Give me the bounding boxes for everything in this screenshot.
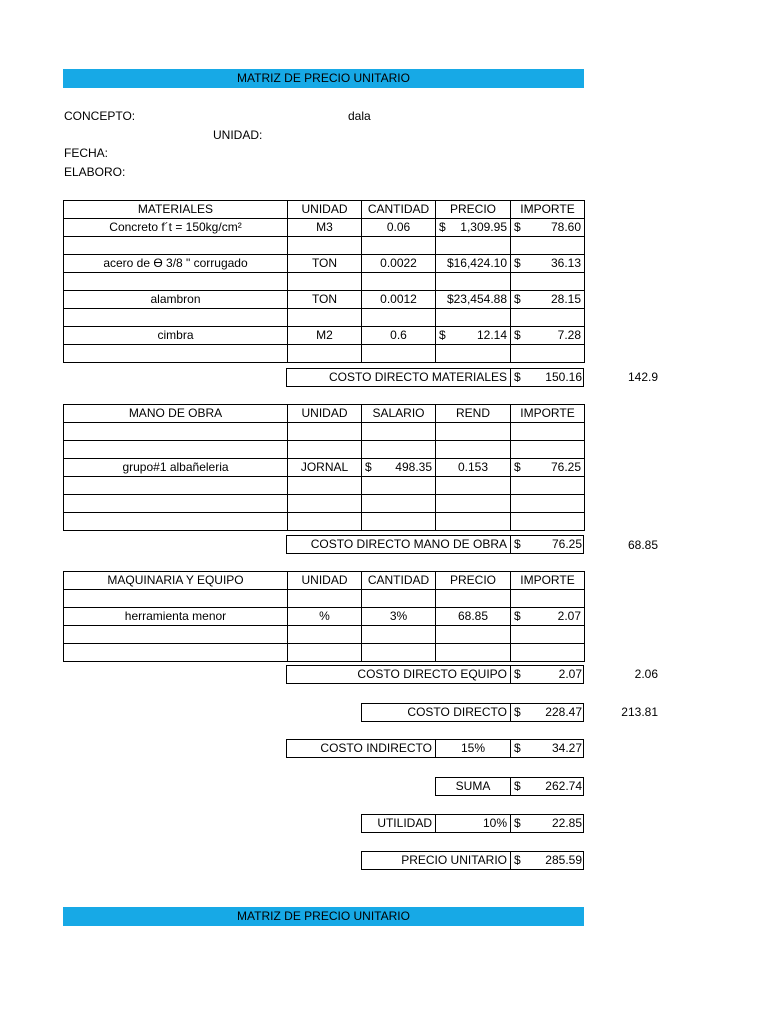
material-unidad: M3 [288,219,362,237]
amount: 2.07 [558,667,582,681]
col-header: MATERIALES [64,201,288,219]
maquinaria-col4: 68.85 [436,608,511,626]
table-row [64,513,585,531]
material-precio [436,255,511,273]
col-header: MANO DE OBRA [64,405,288,423]
materiales-total-label: COSTO DIRECTO MATERIALES [287,369,511,386]
amount: $23,454.88 [446,292,507,306]
mano-obra-col3 [362,441,436,459]
col-header: IMPORTE [511,572,585,590]
mano-obra-col4: 0.153 [436,459,511,477]
currency-symbol: $ [439,220,446,234]
materiales-total-value [511,369,585,386]
precio-unitario-value [511,852,585,869]
maquinaria-unidad [288,626,362,644]
mano-obra-importe [511,423,585,441]
material-desc: acero de ϴ 3/8 " corrugado [64,255,288,273]
material-importe [511,273,585,291]
material-desc [64,345,288,363]
costo-directo-side-value: 213.81 [621,705,658,719]
material-precio [436,291,511,309]
mano-obra-col4 [436,441,511,459]
maquinaria-header-row [64,572,585,590]
material-unidad: TON [288,291,362,309]
table-row [64,626,585,644]
currency-symbol: $ [514,292,521,306]
concepto-value: dala [348,109,371,123]
maquinaria-total-label: COSTO DIRECTO EQUIPO [287,666,511,683]
title-text: MATRIZ DE PRECIO UNITARIO [237,909,410,923]
title-banner-bottom [63,907,584,926]
material-precio [436,237,511,255]
maquinaria-importe [511,644,585,662]
maquinaria-unidad [288,590,362,608]
mano-obra-unidad [288,423,362,441]
costo-indirecto-row [286,739,584,758]
maquinaria-side-value: 2.06 [634,667,658,681]
amount: 76.25 [550,460,581,474]
elaboro-label: ELABORO: [64,165,126,179]
material-cantidad [362,273,436,291]
col-header: REND [436,405,511,423]
maquinaria-col3 [362,626,436,644]
material-unidad [288,237,362,255]
maquinaria-desc: herramienta menor [64,608,288,626]
mano-obra-col3 [362,459,436,477]
maquinaria-importe [511,626,585,644]
mano-obra-unidad [288,441,362,459]
material-cantidad: 0.0022 [362,255,436,273]
table-row [64,477,585,495]
mano-obra-col3 [362,513,436,531]
suma-row [435,777,584,796]
maquinaria-col3 [362,590,436,608]
maquinaria-desc [64,590,288,608]
col-header: UNIDAD [288,572,362,590]
precio-unitario-row [361,851,584,870]
material-cantidad: 0.06 [362,219,436,237]
utilidad-value [511,815,585,832]
mano-obra-col4 [436,513,511,531]
mano-obra-col3 [362,495,436,513]
material-precio [436,327,511,345]
maquinaria-col3 [362,644,436,662]
material-importe [511,327,585,345]
material-desc: alambron [64,291,288,309]
table-row [64,309,585,327]
materiales-header-row [64,201,585,219]
suma-label: SUMA [436,778,511,795]
material-precio [436,219,511,237]
mano-obra-desc: grupo#1 albañeleria [64,459,288,477]
currency-symbol: $ [514,328,521,342]
material-precio [436,345,511,363]
maquinaria-col3: 3% [362,608,436,626]
table-row [64,291,585,309]
mano-obra-importe [511,441,585,459]
utilidad-row [361,814,584,833]
currency-symbol: $ [514,220,521,234]
maquinaria-desc [64,644,288,662]
costo-indirecto-pct: 15% [436,740,511,757]
amount: 28.15 [550,292,581,306]
material-unidad: M2 [288,327,362,345]
amount: 150.16 [545,370,582,384]
amount: 36.13 [550,256,581,270]
table-row [64,590,585,608]
col-header: IMPORTE [511,405,585,423]
precio-unitario-label: PRECIO UNITARIO [362,852,511,869]
maquinaria-table [63,571,585,662]
maquinaria-importe [511,590,585,608]
table-row [64,495,585,513]
mano-obra-desc [64,441,288,459]
table-row [64,237,585,255]
table-row [64,459,585,477]
mano-obra-importe [511,459,585,477]
utilidad-pct: 10% [436,815,511,832]
mano-obra-header-row [64,405,585,423]
currency-symbol: $ [514,705,521,719]
mano-obra-unidad [288,513,362,531]
col-header: UNIDAD [288,405,362,423]
table-row [64,273,585,291]
currency-symbol: $ [439,328,446,342]
amount: 12.14 [476,328,507,342]
material-cantidad: 0.0012 [362,291,436,309]
material-desc [64,273,288,291]
fecha-label: FECHA: [64,146,109,160]
material-importe [511,255,585,273]
mano-obra-importe [511,495,585,513]
currency-symbol: $ [514,779,521,793]
currency-symbol: $ [514,460,521,474]
col-header: CANTIDAD [362,201,436,219]
title-text: MATRIZ DE PRECIO UNITARIO [237,71,410,85]
col-header: UNIDAD [288,201,362,219]
title-banner [63,69,584,88]
material-precio [436,309,511,327]
costo-indirecto-value [511,740,585,757]
currency-symbol: $ [514,741,521,755]
mano-obra-total-row [286,535,584,554]
currency-symbol: $ [514,537,521,551]
material-precio [436,273,511,291]
col-header: IMPORTE [511,201,585,219]
mano-obra-importe [511,513,585,531]
col-header: SALARIO [362,405,436,423]
material-importe [511,345,585,363]
mano-obra-table [63,404,585,531]
mano-obra-desc [64,513,288,531]
material-unidad [288,309,362,327]
table-row [64,327,585,345]
unidad-label: UNIDAD: [213,128,263,142]
amount: 2.07 [557,609,581,623]
costo-directo-value [511,704,585,721]
col-header: MAQUINARIA Y EQUIPO [64,572,288,590]
maquinaria-col4 [436,590,511,608]
mano-obra-importe [511,477,585,495]
amount: 1,309.95 [460,220,507,234]
amount: 7.28 [557,328,581,342]
material-cantidad [362,309,436,327]
mano-obra-col3 [362,477,436,495]
mano-obra-col4 [436,495,511,513]
maquinaria-unidad [288,644,362,662]
currency-symbol: $ [514,816,521,830]
mano-obra-col4 [436,423,511,441]
material-unidad [288,345,362,363]
amount: 285.59 [545,853,582,867]
currency-symbol: $ [514,370,521,384]
mano-obra-total-label: COSTO DIRECTO MANO DE OBRA [287,536,511,553]
currency-symbol: $ [514,256,521,270]
amount: 228.47 [545,705,582,719]
material-importe [511,237,585,255]
maquinaria-desc [64,626,288,644]
col-header: PRECIO [436,572,511,590]
amount: 78.60 [550,220,581,234]
costo-directo-row [361,703,584,722]
mano-obra-desc [64,423,288,441]
material-desc: Concreto f´t = 150kg/cm² [64,219,288,237]
currency-symbol: $ [514,853,521,867]
amount: 22.85 [551,816,582,830]
table-row [64,441,585,459]
amount: 262.74 [545,779,582,793]
material-cantidad [362,345,436,363]
amount: 76.25 [551,537,582,551]
amount: 34.27 [551,741,582,755]
table-row [64,644,585,662]
table-row [64,345,585,363]
utilidad-label: UTILIDAD [362,815,436,832]
material-desc [64,309,288,327]
table-row [64,608,585,626]
currency-symbol: $ [365,460,372,474]
table-row [64,255,585,273]
maquinaria-col4 [436,644,511,662]
mano-obra-unidad [288,477,362,495]
materiales-total-row [286,368,584,387]
material-unidad: TON [288,255,362,273]
currency-symbol: $ [514,667,521,681]
table-row [64,423,585,441]
mano-obra-desc [64,477,288,495]
material-importe [511,219,585,237]
mano-obra-unidad [288,495,362,513]
material-cantidad: 0.6 [362,327,436,345]
materiales-table [63,200,585,363]
maquinaria-unidad: % [288,608,362,626]
mano-obra-side-value: 68.85 [627,538,658,552]
material-desc [64,237,288,255]
table-row [64,219,585,237]
mano-obra-total-value [511,536,585,553]
maquinaria-total-value [511,666,585,683]
material-cantidad [362,237,436,255]
materiales-side-value: 142.9 [627,370,658,384]
mano-obra-col4 [436,477,511,495]
amount: 498.35 [395,460,432,474]
mano-obra-col3 [362,423,436,441]
costo-directo-label: COSTO DIRECTO [362,704,511,721]
material-importe [511,309,585,327]
material-importe [511,291,585,309]
mano-obra-desc [64,495,288,513]
maquinaria-col4 [436,626,511,644]
mano-obra-unidad: JORNAL [288,459,362,477]
material-desc: cimbra [64,327,288,345]
maquinaria-importe [511,608,585,626]
col-header: CANTIDAD [362,572,436,590]
costo-indirecto-label: COSTO INDIRECTO [287,740,436,757]
concepto-label: CONCEPTO: [64,109,136,123]
currency-symbol: $ [514,609,521,623]
suma-value [511,778,585,795]
material-unidad [288,273,362,291]
col-header: PRECIO [436,201,511,219]
amount: $16,424.10 [446,256,507,270]
maquinaria-total-row [286,665,584,684]
